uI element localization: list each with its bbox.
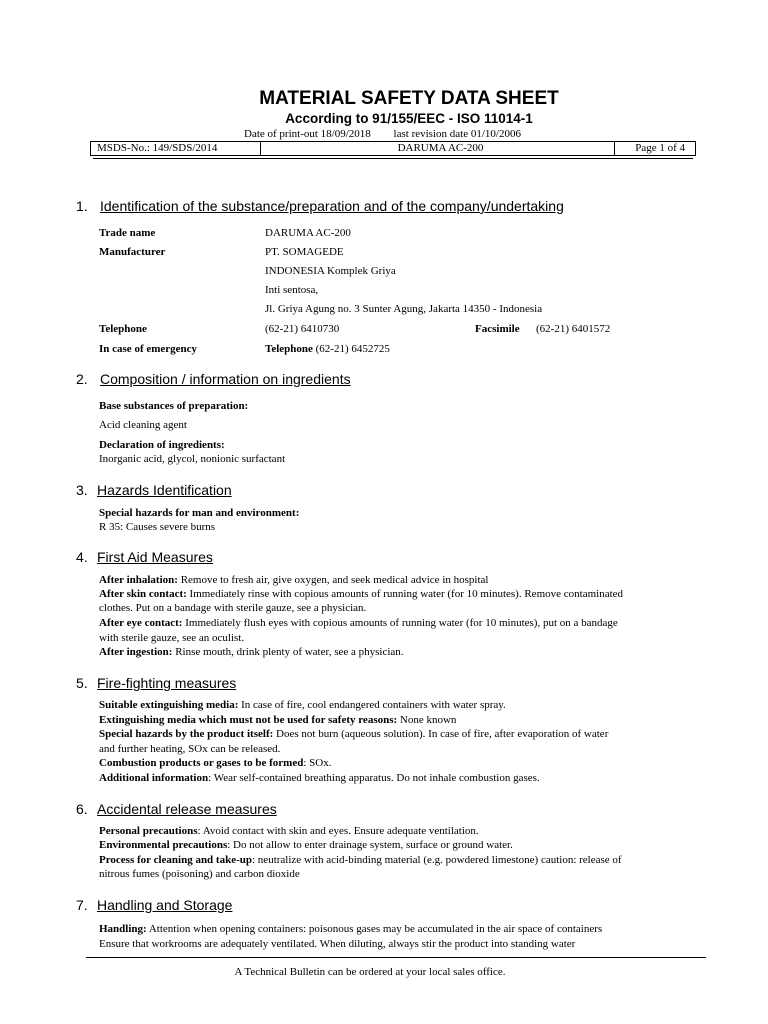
- section-number: 5.: [76, 675, 88, 691]
- additional-information-label: Additional information: [99, 772, 209, 784]
- telephone-label: Telephone: [99, 323, 147, 335]
- unsuitable-media: [99, 714, 456, 726]
- special-hazards-label: Special hazards for man and environment:: [99, 507, 300, 519]
- product-name: DARUMA AC-200: [261, 142, 615, 155]
- manufacturer-line-4: Jl. Griya Agung no. 3 Sunter Agung, Jakarta 14350 - Indonesia: [265, 303, 543, 315]
- trade-name-label: Trade name: [99, 227, 156, 239]
- facsimile-value: (62-21) 6401572: [536, 323, 611, 335]
- after-eye-contact-continued: with sterile gauze, see an oculist.: [99, 632, 245, 644]
- section-number: 2.: [76, 371, 88, 387]
- footer-divider: [86, 957, 706, 958]
- section-title: Fire-fighting measures: [97, 675, 237, 691]
- after-ingestion: [99, 646, 404, 658]
- special-hazards-product-continued: and further heating, SOx can be released.: [99, 743, 281, 755]
- print-dates: [244, 128, 521, 140]
- manufacturer-line-1: PT. SOMAGEDE: [265, 246, 344, 258]
- special-hazards-product-label: Special hazards by the product itself:: [99, 728, 274, 740]
- after-skin-contact: [99, 588, 623, 600]
- revision-date: last revision date 01/10/2006: [393, 128, 521, 140]
- emergency-telephone: [265, 343, 390, 355]
- after-eye-contact: [99, 617, 618, 629]
- section-number: 1.: [76, 198, 88, 214]
- suitable-media: [99, 699, 506, 711]
- personal-precautions: [99, 825, 479, 837]
- handling-value: Attention when opening containers: poisonous gases may be accumulated in the air space of containers: [148, 923, 603, 935]
- section-number: 3.: [76, 482, 88, 498]
- document-subtitle: According to 91/155/EEC - ISO 11014-1: [285, 111, 533, 126]
- after-ingestion-value: Rinse mouth, drink plenty of water, see a physician.: [175, 646, 404, 658]
- manufacturer-line-3: Inti sentosa,: [265, 284, 319, 296]
- print-date: Date of print-out 18/09/2018: [244, 128, 371, 140]
- after-eye-contact-label: After eye contact:: [99, 617, 183, 629]
- cleaning-process-continued: nitrous fumes (poisoning) and carbon dioxide: [99, 868, 300, 880]
- suitable-media-value: In case of fire, cool endangered containers with water spray.: [241, 699, 506, 711]
- manufacturer-line-2: INDONESIA Komplek Griya: [265, 265, 396, 277]
- after-ingestion-label: After ingestion:: [99, 646, 173, 658]
- section-title: First Aid Measures: [97, 549, 213, 565]
- document-id-box: [90, 141, 696, 156]
- special-hazards-value: R 35: Causes severe burns: [99, 521, 216, 533]
- cleaning-process-label: Process for cleaning and take-up: [99, 854, 252, 866]
- trade-name-value: DARUMA AC-200: [265, 227, 351, 239]
- after-eye-contact-value: Immediately flush eyes with copious amounts of running water (for 10 minutes), put on a bandage: [185, 617, 618, 629]
- unsuitable-media-label: Extinguishing media which must not be used for safety reasons:: [99, 714, 398, 726]
- section-title: Identification of the substance/preparation and of the company/undertaking: [100, 198, 564, 214]
- telephone-value: (62-21) 6410730: [265, 323, 340, 335]
- base-substances-value: Acid cleaning agent: [99, 419, 187, 431]
- special-hazards-product: [99, 728, 608, 740]
- combustion-products-value: : SOx.: [303, 757, 332, 769]
- cleaning-process: [99, 854, 622, 866]
- after-skin-contact-value: Immediately rinse with copious amounts of running water (for 10 minutes). Remove contaminated: [189, 588, 624, 600]
- base-substances-label: Base substances of preparation:: [99, 400, 249, 412]
- document-title: MATERIAL SAFETY DATA SHEET: [259, 88, 559, 109]
- emergency-telephone-label: Telephone: [265, 343, 313, 355]
- handling-continued: Ensure that workrooms are adequately ventilated. When diluting, always stir the product into standing water: [99, 938, 576, 950]
- manufacturer-label: Manufacturer: [99, 246, 166, 258]
- declaration-label: Declaration of ingredients:: [99, 439, 225, 451]
- facsimile-label: Facsimile: [475, 323, 520, 335]
- combustion-products: [99, 757, 331, 769]
- section-5-heading: [76, 675, 236, 691]
- environmental-precautions: [99, 839, 513, 851]
- emergency-label: In case of emergency: [99, 343, 198, 355]
- personal-precautions-label: Personal precautions: [99, 825, 198, 837]
- declaration-value: Inorganic acid, glycol, nonionic surfactant: [99, 453, 286, 465]
- after-inhalation: [99, 574, 488, 586]
- section-7-heading: [76, 897, 232, 913]
- special-hazards-product-value: Does not burn (aqueous solution). In case of fire, after evaporation of water: [276, 728, 609, 740]
- environmental-precautions-value: : Do not allow to enter drainage system, surface or ground water.: [227, 839, 513, 851]
- handling: [99, 923, 602, 935]
- handling-label: Handling:: [99, 923, 147, 935]
- section-number: 7.: [76, 897, 88, 913]
- section-number: 4.: [76, 549, 88, 565]
- section-2-heading: [76, 371, 351, 387]
- msds-number: MSDS-No.: 149/SDS/2014: [91, 142, 261, 155]
- unsuitable-media-value: None known: [399, 714, 457, 726]
- section-4-heading: [76, 549, 213, 565]
- after-inhalation-value: Remove to fresh air, give oxygen, and seek medical advice in hospital: [180, 574, 489, 586]
- page-number: Page 1 of 4: [635, 142, 685, 154]
- suitable-media-label: Suitable extinguishing media:: [99, 699, 239, 711]
- section-number: 6.: [76, 801, 88, 817]
- environmental-precautions-label: Environmental precautions: [99, 839, 228, 851]
- section-title: Handling and Storage: [97, 897, 233, 913]
- additional-information: [99, 772, 540, 784]
- section-6-heading: [76, 801, 277, 817]
- section-title: Hazards Identification: [97, 482, 232, 498]
- section-1-heading: [76, 198, 564, 214]
- section-title: Accidental release measures: [97, 801, 277, 817]
- after-inhalation-label: After inhalation:: [99, 574, 178, 586]
- personal-precautions-value: : Avoid contact with skin and eyes. Ensure adequate ventilation.: [197, 825, 479, 837]
- after-skin-contact-continued: clothes. Put on a bandage with sterile gauze, see a physician.: [99, 602, 367, 614]
- emergency-telephone-value: (62-21) 6452725: [315, 343, 390, 355]
- after-skin-contact-label: After skin contact:: [99, 588, 187, 600]
- cleaning-process-value: : neutralize with acid-binding material (e.g. powdered limestone) caution: release of: [252, 854, 622, 866]
- additional-information-value: : Wear self-contained breathing apparatus. Do not inhale combustion gases.: [208, 772, 540, 784]
- combustion-products-label: Combustion products or gases to be formed: [99, 757, 304, 769]
- section-title: Composition / information on ingredients: [100, 371, 351, 387]
- section-3-heading: [76, 482, 232, 498]
- footer-note: A Technical Bulletin can be ordered at your local sales office.: [234, 966, 506, 978]
